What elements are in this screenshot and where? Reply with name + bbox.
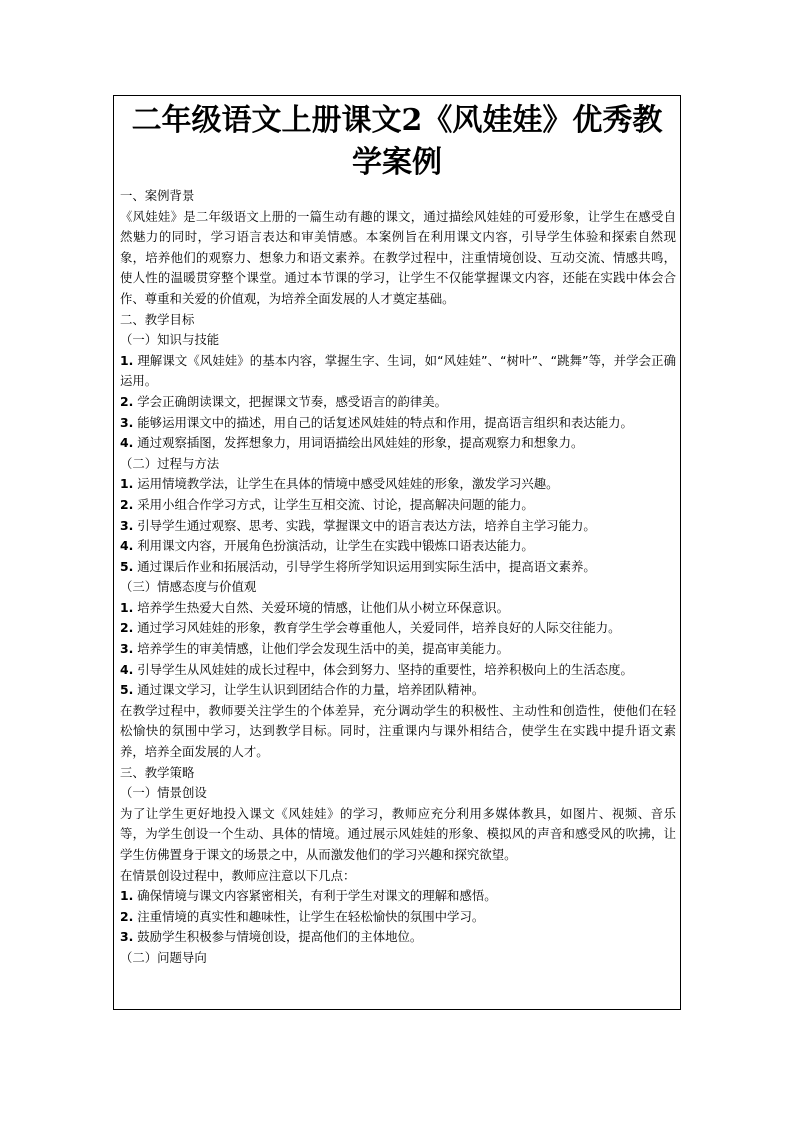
paragraph bbox=[120, 351, 676, 392]
paragraph bbox=[120, 639, 676, 660]
paragraph bbox=[120, 618, 676, 639]
paragraph bbox=[120, 763, 676, 784]
paragraph bbox=[120, 886, 676, 907]
paragraph-text: 采用小组合作学习方式，让学生互相交流、讨论，提高解决问题的能力。 bbox=[133, 496, 534, 512]
paragraph-text: 培养学生热爱大自然、关爱环境的情感，让他们从小树立环保意识。 bbox=[133, 599, 510, 615]
list-number: 3. bbox=[120, 929, 134, 945]
paragraph bbox=[120, 516, 676, 537]
list-number: 3. bbox=[120, 517, 134, 533]
paragraph-text: （一）情景创设 bbox=[120, 785, 207, 801]
paragraph-text: 通过课后作业和拓展活动，引导学生将所学知识运用到实际生活中，提高语文素养。 bbox=[133, 558, 596, 574]
paragraph bbox=[120, 433, 676, 454]
paragraph bbox=[120, 660, 676, 681]
list-number: 2. bbox=[120, 393, 134, 409]
list-number: 1. bbox=[120, 476, 134, 492]
paragraph-text: 引导学生从风娃娃的成长过程中，体会到努力、坚持的重要性，培养积极向上的生活态度。 bbox=[133, 661, 633, 677]
list-number: 1. bbox=[120, 888, 134, 904]
document-body bbox=[114, 184, 680, 969]
paragraph-text: 在情景创设过程中，教师应注意以下几点： bbox=[120, 867, 356, 883]
paragraph-text: 引导学生通过观察、思考、实践，掌握课文中的语言表达方法，培养自主学习能力。 bbox=[133, 517, 596, 533]
paragraph bbox=[120, 413, 676, 434]
list-number: 3. bbox=[120, 641, 134, 657]
paragraph bbox=[120, 557, 676, 578]
paragraph-text: 注重情境的真实性和趣味性，让学生在轻松愉快的氛围中学习。 bbox=[133, 908, 485, 924]
list-number: 2. bbox=[120, 496, 134, 512]
paragraph bbox=[120, 454, 676, 475]
paragraph bbox=[120, 948, 676, 969]
paragraph-text: 二、教学目标 bbox=[120, 311, 195, 327]
list-number: 1. bbox=[120, 599, 134, 615]
document-page bbox=[113, 95, 681, 1010]
paragraph bbox=[120, 927, 676, 948]
paragraph-text: 三、教学策略 bbox=[120, 764, 195, 780]
paragraph bbox=[120, 701, 676, 763]
paragraph bbox=[120, 207, 676, 310]
paragraph-text: 通过课文学习，让学生认识到团结合作的力量，培养团队精神。 bbox=[133, 682, 485, 698]
paragraph bbox=[120, 474, 676, 495]
paragraph-text: （二）问题导向 bbox=[120, 949, 207, 965]
paragraph-text: （三）情感态度与价值观 bbox=[120, 579, 257, 595]
list-number: 2. bbox=[120, 908, 134, 924]
paragraph bbox=[120, 392, 676, 413]
paragraph-text: 能够运用课文中的描述，用自己的话复述风娃娃的特点和作用，提高语言组织和表达能力。 bbox=[133, 414, 633, 430]
paragraph-text: 利用课文内容，开展角色扮演活动，让学生在实践中锻炼口语表达能力。 bbox=[133, 538, 534, 554]
list-number: 1. bbox=[120, 352, 134, 368]
paragraph-text: 鼓励学生积极参与情境创设，提高他们的主体地位。 bbox=[133, 929, 423, 945]
paragraph-text: 通过观察插图，发挥想象力，用词语描绘出风娃娃的形象，提高观察力和想象力。 bbox=[133, 435, 584, 451]
paragraph-text: 确保情境与课文内容紧密相关，有利于学生对课文的理解和感悟。 bbox=[133, 888, 497, 904]
paragraph-text: 通过学习风娃娃的形象，教育学生学会尊重他人，关爱同伴，培养良好的人际交往能力。 bbox=[133, 620, 621, 636]
paragraph-text: （二）过程与方法 bbox=[120, 455, 220, 471]
paragraph-text: 学会正确朗读课文，把握课文节奏，感受语言的韵律美。 bbox=[133, 393, 448, 409]
paragraph bbox=[120, 495, 676, 516]
paragraph bbox=[120, 783, 676, 804]
paragraph bbox=[120, 536, 676, 557]
paragraph-text: 运用情境教学法，让学生在具体的情境中感受风娃娃的形象，激发学习兴趣。 bbox=[133, 476, 559, 492]
list-number: 5. bbox=[120, 558, 134, 574]
paragraph-text: 《风娃娃》是二年级语文上册的一篇生动有趣的课文，通过描绘风娃娃的可爱形象，让学生在感受自然魅力的同时，学习语言表达和审美情感。本案例旨在利用课文内容，引导学生体验和探索自然现象，培养他们的观察力、想象力和语文素养。在教学过程中，注重情境创设、互动交流、情感共鸣，使人性的温暖贯穿整个课堂。通过本节课的学习，让学生不仅能掌握课文内容，还能在实践中体会合作、尊重和关爱的价值观，为培养全面发展的人才奠定基础。 bbox=[120, 208, 676, 306]
paragraph bbox=[120, 330, 676, 351]
list-number: 4. bbox=[120, 435, 134, 451]
list-number: 4. bbox=[120, 538, 134, 554]
document-title: 二年级语文上册课文2《风娃娃》优秀教学案例 bbox=[131, 103, 663, 180]
list-number: 5. bbox=[120, 682, 134, 698]
list-number: 4. bbox=[120, 661, 134, 677]
paragraph bbox=[120, 680, 676, 701]
paragraph bbox=[120, 577, 676, 598]
paragraph-text: 理解课文《风娃娃》的基本内容，掌握生字、生词，如“风娃娃”、“树叶”、“跳舞”等，并学会正确运用。 bbox=[120, 352, 677, 389]
paragraph-text: 培养学生的审美情感，让他们学会发现生活中的美，提高审美能力。 bbox=[133, 641, 510, 657]
list-number: 2. bbox=[120, 620, 134, 636]
paragraph bbox=[120, 186, 676, 207]
paragraph-text: （一）知识与技能 bbox=[120, 332, 220, 348]
paragraph bbox=[120, 804, 676, 866]
paragraph bbox=[120, 866, 676, 887]
paragraph-text: 一、案例背景 bbox=[120, 188, 195, 203]
paragraph bbox=[120, 907, 676, 928]
list-number: 3. bbox=[120, 414, 134, 430]
paragraph-text: 为了让学生更好地投入课文《风娃娃》的学习，教师应充分利用多媒体教具，如图片、视频、音乐等，为学生创设一个生动、具体的情境。通过展示风娃娃的形象、模拟风的声音和感受风的吹拂，让学生仿佛置身于课文的场景之中，从而激发他们的学习兴趣和探究欲望。 bbox=[120, 805, 676, 862]
paragraph bbox=[120, 310, 676, 331]
paragraph bbox=[120, 598, 676, 619]
paragraph-text: 在教学过程中，教师要关注学生的个体差异，充分调动学生的积极性、主动性和创造性，使他们在轻松愉快的氛围中学习，达到教学目标。同时，注重课内与课外相结合，使学生在实践中提升语文素养，培养全面发展的人才。 bbox=[120, 702, 676, 760]
